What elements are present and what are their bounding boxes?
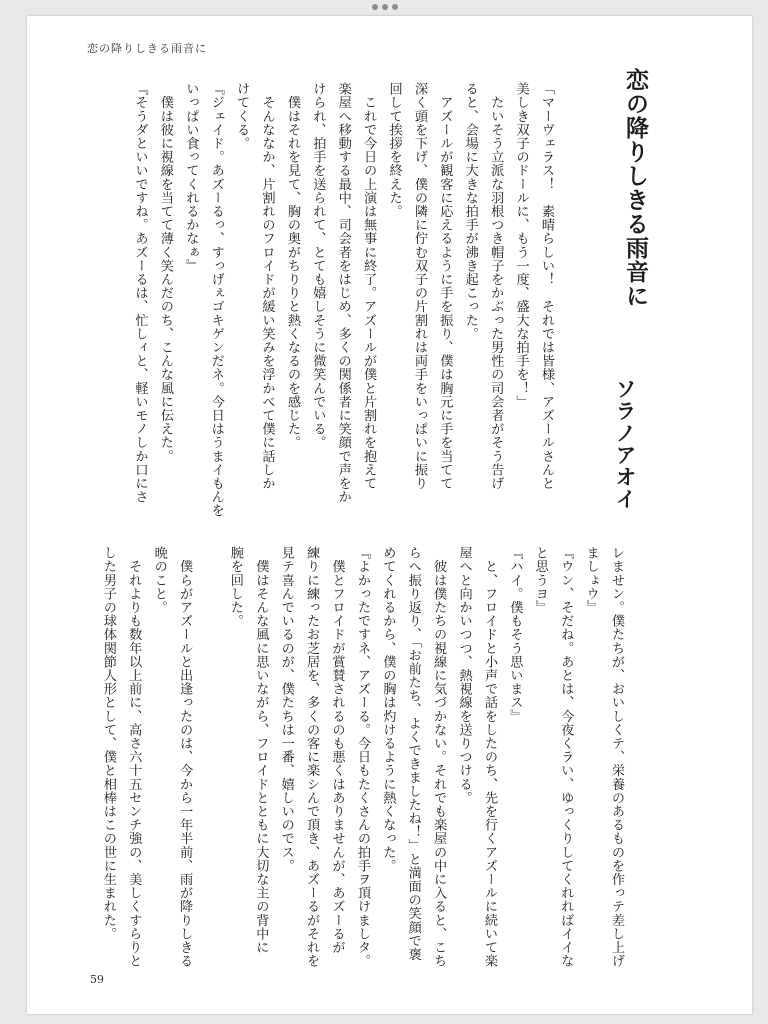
text-line: それよりも数年以上前に、高さ六十五センチ強の、美しくすらりと xyxy=(126,546,142,968)
chapter-title: 恋の降りしきる雨音に xyxy=(622,68,648,308)
handle-dot xyxy=(372,4,378,10)
text-line: たいそう立派な羽根つき帽子をかぶった男性の司会者がそう告げ xyxy=(488,82,504,490)
text-line: 僕はそれを見て、胸の奥がちりりと熱くなるのを感じた。 xyxy=(284,82,300,450)
text-line: 腕を回した。 xyxy=(227,546,243,628)
text-line: けてくる。 xyxy=(234,82,250,150)
blank-line xyxy=(197,546,222,946)
text-line: レませン。僕たちが、おいしくテ、栄養のあるものを作っテ差し上げ xyxy=(609,546,624,968)
text-line: した男子の球体関節人形として、僕と相棒はこの世に生まれた。 xyxy=(100,546,116,941)
text-line: 僕とフロイドが賞賛されるのも悪くはありませんが、あズーるが xyxy=(329,546,345,954)
body-text-lower xyxy=(89,546,629,968)
text-line: けられ、拍手を送られて、とても嬉しそうに微笑んでいる。 xyxy=(310,82,326,450)
text-line: 「マーヴェラス！ 素晴らしい！ それでは皆様、アズールさんと xyxy=(539,82,554,490)
page-number: 59 xyxy=(90,973,104,986)
text-line: 美しき双子のドールに、もう一度、盛大な拍手を！」 xyxy=(513,82,529,409)
text-line: と思うヨ』 xyxy=(532,546,548,614)
handle-dot xyxy=(392,4,398,10)
text-line: めてくれるから、僕の胸は灼けるように熱くなった。 xyxy=(380,546,396,873)
text-line: 僕は彼に視線を当てて薄く笑んだのち、こんな風に伝えた。 xyxy=(157,82,173,463)
text-line: 『そうダといいですね。あズーるは、忙しィと、軽いモノしか口にさ xyxy=(132,82,148,504)
text-line: 彼は僕たちの視線に気づかない。それでも楽屋の中に入ると、こち xyxy=(431,546,447,968)
text-line: これで今日の上演は無事に終了。アズールが僕と片割れを抱えて xyxy=(361,82,377,490)
text-line: 僕はそんな風に思いながら、フロイドとともに大切な主の背中に xyxy=(253,546,269,954)
book-page xyxy=(27,16,752,1014)
text-line: ると、会場に大きな拍手が沸き起こった。 xyxy=(462,82,478,341)
text-line: 楽屋へ移動する最中、司会者をはじめ、多くの関係者に笑顔で声をか xyxy=(335,82,351,504)
text-line: 『ジェイド。あズーるっ、すっげぇゴキゲンだネ。今日はうまイもんを xyxy=(208,82,224,518)
body-text-upper xyxy=(89,82,559,522)
handle-dot xyxy=(382,4,388,10)
author-name: ソラノアオイ xyxy=(613,378,637,510)
text-line: いっぱい食ってくれるかなぁ』 xyxy=(183,82,199,273)
text-line: 見テ喜んでいるのが、僕たちは一番、嬉しいのでス。 xyxy=(278,546,294,873)
text-line: 屋へと向かいつつ、熱視線を送りつける。 xyxy=(456,546,472,805)
text-line: 僕らがアズールと出逢ったのは、今から一年半前、雨が降りしきる xyxy=(177,546,193,968)
text-line: 『ハイ。僕もそう思いまス』 xyxy=(507,546,523,723)
text-line: と、フロイドと小声で話をしたのち、先を行くアズールに続いて楽 xyxy=(481,546,497,968)
text-line: そんななか、片割れのフロイドが緩い笑みを浮かべて僕に話しか xyxy=(259,82,275,490)
text-line: 『よかったですネ、アズーる。今日もたくさんの拍手ヲ頂けましタ。 xyxy=(354,546,370,968)
running-header: 恋の降りしきる雨音に xyxy=(87,42,207,55)
text-line: 深く頭を下げ、僕の隣に佇む双子の片割れは両手をいっぱいに振り xyxy=(411,82,427,490)
text-line: 晩のこと。 xyxy=(151,546,167,614)
window-drag-handle[interactable] xyxy=(372,4,398,10)
text-line: ましょウ』 xyxy=(583,546,599,614)
text-line: 回して挨拶を終えた。 xyxy=(386,82,402,218)
text-line: 練りに練ったお芝居を、多くの客に楽シんで頂き、あズーるがそれを xyxy=(304,546,320,968)
text-line: アズールが観客に応えるように手を振り、僕は胸元に手を当てて xyxy=(437,82,453,490)
text-line: 『ウン、そだね。あとは、今夜くラい、ゆっくりしてくれればイイな xyxy=(558,546,574,968)
text-line: らへ振り返り、「お前たち、よくできましたね！」と満面の笑顔で褒 xyxy=(405,546,421,961)
